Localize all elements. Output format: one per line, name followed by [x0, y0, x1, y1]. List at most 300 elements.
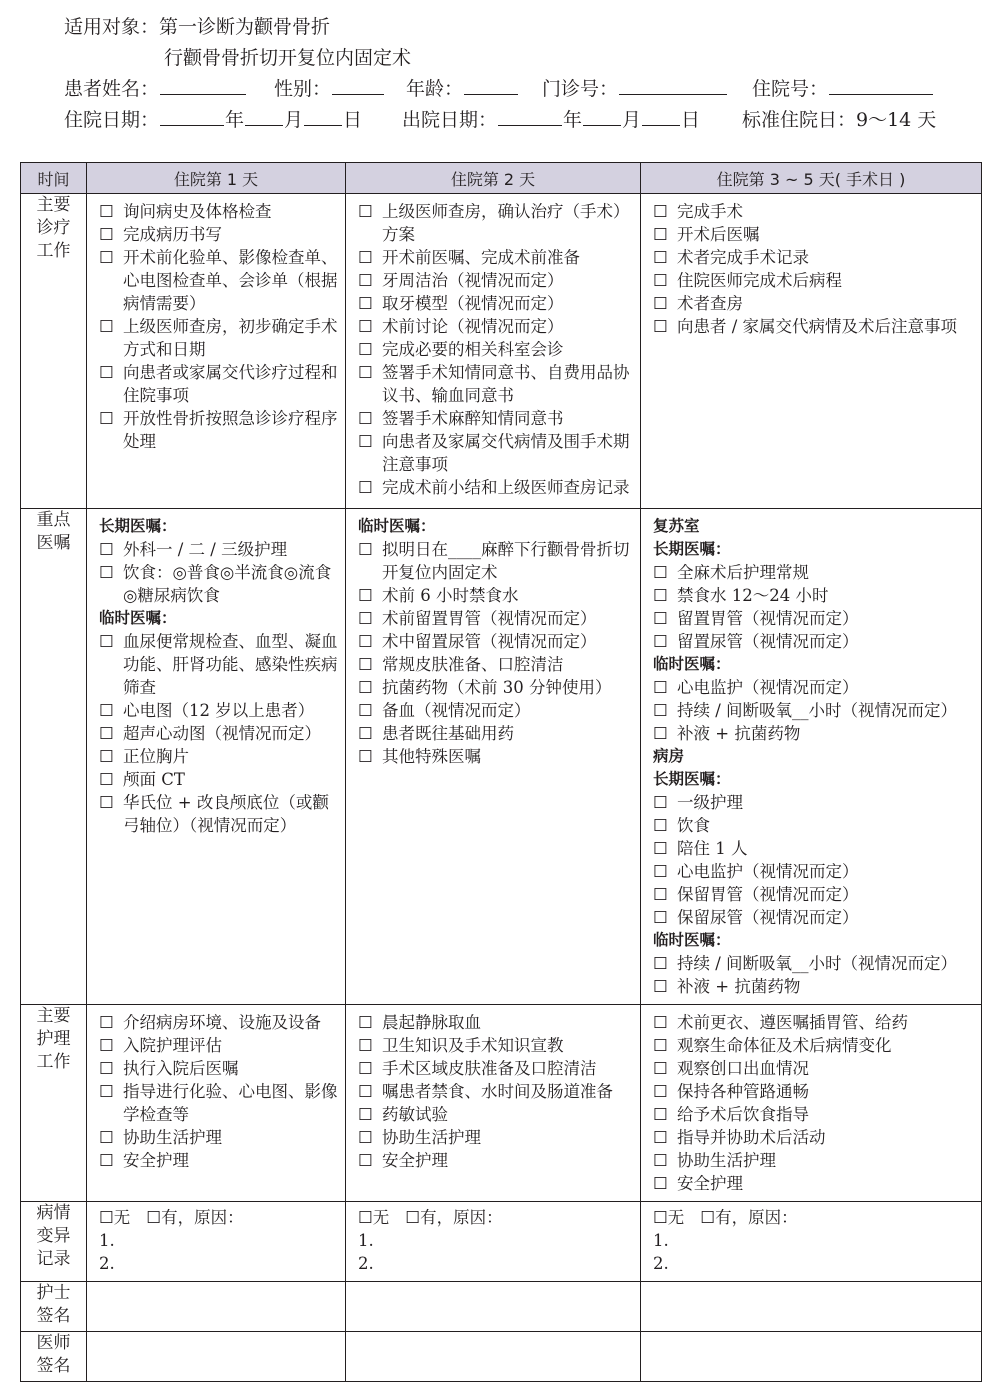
header-day-1: 住院第 1 天	[87, 163, 346, 194]
order-subheading: 长期医嘱：	[99, 517, 177, 535]
checklist-item	[358, 269, 636, 292]
checklist-item-text: 外科一 / 二 / 三级护理	[123, 540, 288, 559]
cell-content	[641, 1005, 981, 1201]
checklist-item	[653, 1080, 977, 1103]
checklist-item	[358, 607, 636, 630]
clinical-pathway-table	[20, 162, 982, 1382]
row-header-line: 主要	[36, 1006, 71, 1026]
checklist-item	[653, 722, 977, 745]
checklist-item-text: 开术前医嘱、完成术前准备	[382, 248, 580, 267]
checklist-item-text: 其他特殊医嘱	[382, 747, 481, 766]
checklist-item-text: 入院护理评估	[123, 1036, 222, 1055]
checkbox-icon[interactable]: ☐	[358, 724, 373, 743]
checkbox-icon[interactable]: ☐	[358, 478, 373, 497]
checkbox-icon[interactable]: ☐	[358, 294, 373, 313]
month-label: 月	[622, 109, 642, 131]
checklist-item-text: 术中留置尿管（视情况而定）	[382, 632, 597, 651]
checkbox-icon[interactable]: ☐	[358, 432, 373, 451]
checkbox-icon[interactable]: ☐	[99, 1128, 114, 1147]
checkbox-icon[interactable]: ☐	[99, 1208, 114, 1227]
checklist-item	[358, 1057, 636, 1080]
checklist-item-text: 询问病史及体格检查	[123, 202, 272, 221]
checkbox-icon[interactable]: ☐	[358, 609, 373, 628]
checklist-item-text: 向患者或家属交代诊疗过程和住院事项	[123, 363, 338, 405]
checklist-item	[653, 699, 977, 722]
gender-input[interactable]	[332, 74, 384, 95]
checkbox-icon[interactable]: ☐	[99, 1082, 114, 1101]
discharge-month-input[interactable]	[583, 105, 621, 126]
checklist-item-text: 药敏试验	[382, 1105, 448, 1124]
checklist-item	[653, 906, 977, 929]
checklist-item	[358, 745, 636, 768]
checklist-item	[653, 1126, 977, 1149]
cell-content	[346, 1005, 640, 1178]
cell-day-2	[346, 1005, 641, 1202]
discharge-day-input[interactable]	[642, 105, 680, 126]
patient-info-row	[64, 74, 994, 105]
row-header-line: 重点	[36, 510, 71, 530]
checklist-item-text: 开术后医嘱	[677, 225, 760, 244]
cell-content	[346, 509, 640, 774]
admit-date-field	[64, 105, 402, 136]
checklist-item-text: 上级医师查房，初步确定手术方式和日期	[123, 317, 338, 359]
checklist-item-text: 完成病历书写	[123, 225, 222, 244]
gender-label: 性别：	[274, 78, 332, 100]
checklist-item	[358, 584, 636, 607]
order-subheading: 病房	[653, 747, 685, 765]
checkbox-icon[interactable]: ☐	[358, 1036, 373, 1055]
checkbox-icon[interactable]: ☐	[99, 770, 114, 789]
checklist-item	[358, 292, 636, 315]
inpatient-no-input[interactable]	[829, 74, 933, 95]
checklist-item-text: 介绍病房环境、设施及设备	[123, 1013, 321, 1032]
checklist-item	[653, 1149, 977, 1172]
checklist-item-text: 超声心动图（视情况而定）	[123, 724, 321, 743]
inpatient-no-field	[752, 74, 934, 105]
checklist-item	[653, 246, 977, 269]
row-header-line: 医师	[36, 1333, 71, 1353]
checkbox-icon[interactable]: ☐	[99, 724, 114, 743]
checkbox-icon[interactable]: ☐	[358, 340, 373, 359]
checklist-item-text: 给予术后饮食指导	[677, 1105, 809, 1124]
row-header	[21, 1202, 87, 1282]
checklist-item	[653, 860, 977, 883]
checklist-item-text: 抗菌药物（术前 30 分钟使用）	[382, 678, 612, 697]
checkbox-icon[interactable]: ☐	[358, 317, 373, 336]
row-header	[21, 509, 87, 1005]
cell-day-3-5	[641, 1005, 982, 1202]
row-header-line: 医嘱	[36, 533, 71, 553]
checkbox-icon[interactable]: ☐	[358, 1013, 373, 1032]
patient-name-input[interactable]	[160, 74, 246, 95]
checkbox-icon[interactable]: ☐	[358, 632, 373, 651]
checklist-item-text: 术前留置胃管（视情况而定）	[382, 609, 597, 628]
checkbox-icon[interactable]: ☐	[653, 1013, 668, 1032]
checklist-item-text: 手术区域皮肤准备及口腔清洁	[382, 1059, 597, 1078]
target-label: 适用对象：	[64, 16, 160, 38]
checkbox-icon[interactable]: ☐	[653, 885, 668, 904]
checklist-item	[653, 1057, 977, 1080]
checkbox-icon[interactable]: ☐	[358, 586, 373, 605]
admit-month-input[interactable]	[245, 105, 283, 126]
checklist-item	[358, 246, 636, 269]
checkbox-icon[interactable]: ☐	[653, 1105, 668, 1124]
variance-options	[653, 1206, 977, 1229]
checkbox-icon[interactable]: ☐	[653, 1082, 668, 1101]
discharge-date-field	[402, 105, 742, 136]
checklist-item	[99, 745, 341, 768]
checkbox-icon[interactable]: ☐	[99, 248, 114, 267]
checklist-item	[358, 1011, 636, 1034]
row-header-line: 签名	[36, 1356, 71, 1376]
checkbox-icon[interactable]: ☐	[358, 1059, 373, 1078]
discharge-year-input[interactable]	[498, 105, 562, 126]
checklist-item	[99, 791, 341, 837]
age-field	[406, 74, 542, 105]
row-header-line: 主要	[36, 195, 71, 215]
checkbox-icon[interactable]: ☐	[99, 1013, 114, 1032]
checkbox-icon[interactable]: ☐	[358, 202, 373, 221]
order-subheading: 长期医嘱：	[653, 770, 731, 788]
variance-reason-1[interactable]: 1.	[358, 1231, 374, 1250]
checklist-item-text: 观察创口出血情况	[677, 1059, 809, 1078]
checklist-item	[358, 1034, 636, 1057]
main-treatment-row	[21, 194, 982, 509]
checklist-item-text: 饮食	[677, 816, 710, 835]
checkbox-icon[interactable]: ☐	[653, 1036, 668, 1055]
checklist-item-text: 颅面 CT	[123, 770, 185, 789]
year-label: 年	[225, 109, 245, 131]
cell-day-1	[87, 1005, 346, 1202]
checklist-item	[358, 200, 636, 246]
checkbox-icon[interactable]: ☐	[653, 609, 668, 628]
order-subheading: 临时医嘱：	[653, 655, 731, 673]
target-line-2	[64, 43, 994, 74]
checklist-item	[358, 538, 636, 584]
month-label: 月	[284, 109, 304, 131]
checklist-item	[653, 1011, 977, 1034]
doctor-signature-cell-day-1[interactable]	[87, 1332, 346, 1382]
variance-yes-label: 有，原因：	[715, 1208, 798, 1227]
checkbox-icon[interactable]: ☐	[358, 1151, 373, 1170]
checkbox-icon[interactable]: ☐	[358, 678, 373, 697]
checkbox-icon[interactable]: ☐	[358, 747, 373, 766]
dates-row	[64, 105, 994, 136]
checkbox-icon[interactable]: ☐	[99, 563, 114, 582]
admit-year-input[interactable]	[160, 105, 224, 126]
cell-day-1	[87, 194, 346, 509]
gender-field	[274, 74, 406, 105]
variance-options	[99, 1206, 341, 1229]
nurse-signature-cell-day-2[interactable]	[346, 1282, 641, 1332]
row-header-line: 签名	[36, 1306, 71, 1326]
checkbox-icon[interactable]: ☐	[653, 724, 668, 743]
checklist-item	[653, 269, 977, 292]
checklist-item	[99, 1149, 341, 1172]
checkbox-icon[interactable]: ☐	[99, 701, 114, 720]
checkbox-icon[interactable]: ☐	[358, 540, 373, 559]
checkbox-icon[interactable]: ☐	[653, 271, 668, 290]
procedure: 行颧骨骨折切开复位内固定术	[164, 47, 412, 69]
checklist-item-text: 指导并协助术后活动	[677, 1128, 826, 1147]
checklist-item	[99, 407, 341, 453]
checklist-item	[358, 722, 636, 745]
checkbox-icon[interactable]: ☐	[358, 409, 373, 428]
checklist-item	[653, 292, 977, 315]
checklist-item-text: 留置尿管（视情况而定）	[677, 632, 859, 651]
checklist-item-text: 保留胃管（视情况而定）	[677, 885, 859, 904]
checklist-item-text: 华氏位 + 改良颅底位（或颧弓轴位）（视情况而定）	[123, 793, 329, 835]
checklist-item	[653, 676, 977, 699]
checkbox-icon[interactable]: ☐	[99, 1059, 114, 1078]
checkbox-icon[interactable]: ☐	[99, 747, 114, 766]
checkbox-icon[interactable]: ☐	[653, 839, 668, 858]
checklist-item	[358, 699, 636, 722]
page-header	[64, 12, 994, 136]
header-time: 时间	[21, 163, 87, 194]
row-header-line: 诊疗	[36, 218, 71, 238]
checkbox-icon[interactable]: ☐	[99, 1036, 114, 1055]
checklist-item-text: 执行入院后医嘱	[123, 1059, 239, 1078]
year-label: 年	[563, 109, 583, 131]
checklist-item-text: 协助生活护理	[123, 1128, 222, 1147]
checklist-item-text: 术前讨论（视情况而定）	[382, 317, 564, 336]
table-body	[21, 194, 982, 1382]
checkbox-icon[interactable]: ☐	[653, 1151, 668, 1170]
checklist-item-text: 指导进行化验、心电图、影像学检查等	[123, 1082, 338, 1124]
checklist-item	[99, 200, 341, 223]
checklist-item	[358, 1080, 636, 1103]
order-subheading: 临时医嘱：	[358, 517, 436, 535]
checklist-item	[358, 361, 636, 407]
checkbox-icon[interactable]: ☐	[358, 701, 373, 720]
variance-none-label: 无	[113, 1208, 131, 1227]
checkbox-icon[interactable]: ☐	[99, 1151, 114, 1170]
checklist-item-text: 陪住 1 人	[677, 839, 748, 858]
checklist-item-text: 保持各种管路通畅	[677, 1082, 809, 1101]
checkbox-icon[interactable]: ☐	[653, 294, 668, 313]
row-header-line: 工作	[36, 241, 71, 261]
cell-day-3-5	[641, 194, 982, 509]
checkbox-icon[interactable]: ☐	[358, 1128, 373, 1147]
doctor-signature-cell-day-3-5[interactable]	[641, 1332, 982, 1382]
checkbox-icon[interactable]: ☐	[358, 248, 373, 267]
checklist-item	[358, 1103, 636, 1126]
variance-record-row	[21, 1202, 982, 1282]
checklist-item-text: 心电图（12 岁以上患者）	[123, 701, 315, 720]
variance-reason-2[interactable]: 2.	[653, 1254, 669, 1273]
checkbox-icon[interactable]: ☐	[358, 271, 373, 290]
checklist-item-text: 保留尿管（视情况而定）	[677, 908, 859, 927]
checklist-item	[99, 315, 341, 361]
checklist-item	[653, 814, 977, 837]
checkbox-icon[interactable]: ☐	[653, 586, 668, 605]
row-header-line: 护理	[36, 1029, 71, 1049]
cell-content	[346, 194, 640, 505]
checklist-item	[358, 476, 636, 499]
checklist-item	[653, 883, 977, 906]
checklist-item	[653, 1172, 977, 1195]
variance-reason-2[interactable]: 2.	[99, 1254, 115, 1273]
variance-reason-1[interactable]: 1.	[99, 1231, 115, 1250]
checklist-item-text: 开术前化验单、影像检查单、心电图检查单、会诊单（根据病情需要）	[123, 248, 338, 313]
patient-name-label: 患者姓名：	[64, 78, 160, 100]
checklist-item-text: 心电监护（视情况而定）	[677, 678, 859, 697]
checklist-item-text: 备血（视情况而定）	[382, 701, 531, 720]
checkbox-icon[interactable]: ☐	[99, 363, 114, 382]
checkbox-icon[interactable]: ☐	[653, 908, 668, 927]
checklist-item	[99, 722, 341, 745]
cell-day-2	[346, 509, 641, 1005]
checklist-item-text: 安全护理	[382, 1151, 448, 1170]
checkbox-icon[interactable]: ☐	[653, 793, 668, 812]
day-label: 日	[343, 109, 363, 131]
checklist-item-text: 协助生活护理	[382, 1128, 481, 1147]
variance-reason-2[interactable]: 2.	[358, 1254, 374, 1273]
cell-content	[641, 1202, 981, 1281]
variance-reason-1[interactable]: 1.	[653, 1231, 669, 1250]
checklist-item-text: 观察生命体征及术后病情变化	[677, 1036, 892, 1055]
checkbox-icon[interactable]: ☐	[653, 317, 668, 336]
checklist-item-text: 上级医师查房，确认治疗（手术）方案	[382, 202, 630, 244]
checklist-item-text: 饮食：◎普食◎半流食◎流食◎糖尿病饮食	[123, 563, 332, 605]
checklist-item-text: 安全护理	[123, 1151, 189, 1170]
doctor-signature-row	[21, 1332, 982, 1382]
checkbox-icon[interactable]: ☐	[99, 202, 114, 221]
checklist-item	[99, 699, 341, 722]
clinic-no-input[interactable]	[619, 74, 727, 95]
checklist-item-text: 安全护理	[677, 1174, 743, 1193]
header-day-3-5: 住院第 3 ~ 5 天( 手术日 )	[641, 163, 982, 194]
checkbox-icon[interactable]: ☐	[358, 1208, 373, 1227]
checklist-item	[99, 538, 341, 561]
checkbox-icon[interactable]: ☐	[653, 1208, 668, 1227]
checklist-item-text: 患者既往基础用药	[382, 724, 514, 743]
checkbox-icon[interactable]: ☐	[99, 540, 114, 559]
doctor-signature-cell-day-2[interactable]	[346, 1332, 641, 1382]
checklist-item	[99, 1011, 341, 1034]
nurse-signature-cell-day-3-5[interactable]	[641, 1282, 982, 1332]
cell-content	[87, 1005, 345, 1178]
checklist-item-text: 持续 / 间断吸氧__小时（视情况而定）	[677, 954, 958, 973]
admit-day-input[interactable]	[304, 105, 342, 126]
checkbox-icon[interactable]: ☐	[653, 563, 668, 582]
checkbox-icon[interactable]: ☐	[653, 1059, 668, 1078]
admit-date-label: 住院日期：	[64, 109, 160, 131]
checklist-item	[99, 246, 341, 315]
checklist-item-text: 留置胃管（视情况而定）	[677, 609, 859, 628]
row-header	[21, 1005, 87, 1202]
checklist-item-text: 取牙模型（视情况而定）	[382, 294, 564, 313]
checklist-item-text: 牙周洁治（视情况而定）	[382, 271, 564, 290]
checklist-item	[653, 837, 977, 860]
age-input[interactable]	[464, 74, 518, 95]
first-diagnosis: 第一诊断为颧骨骨折	[159, 16, 331, 38]
checklist-item	[653, 1034, 977, 1057]
checkbox-icon[interactable]: ☐	[653, 632, 668, 651]
variance-cell-day-3-5	[641, 1202, 982, 1282]
cell-day-3-5	[641, 509, 982, 1005]
checkbox-icon[interactable]: ☐	[653, 248, 668, 267]
checklist-item	[653, 223, 977, 246]
checklist-item-text: 住院医师完成术后病程	[677, 271, 842, 290]
nurse-signature-cell-day-1[interactable]	[87, 1282, 346, 1332]
checklist-item-text: 术者查房	[677, 294, 743, 313]
checklist-item-text: 禁食水 12～24 小时	[677, 586, 829, 605]
main-nursing-row	[21, 1005, 982, 1202]
cell-content	[641, 194, 981, 344]
checklist-item	[358, 338, 636, 361]
variance-none-label: 无	[667, 1208, 685, 1227]
checkbox-icon[interactable]: ☐	[653, 1128, 668, 1147]
row-header-line: 变异	[36, 1226, 71, 1246]
checkbox-icon[interactable]: ☐	[653, 977, 668, 996]
checkbox-icon[interactable]: ☐	[358, 363, 373, 382]
checkbox-icon[interactable]: ☐	[99, 317, 114, 336]
checklist-item	[653, 607, 977, 630]
clinic-no-field	[542, 74, 752, 105]
checkbox-icon[interactable]: ☐	[405, 1208, 421, 1227]
variance-options	[358, 1206, 636, 1229]
cell-content	[641, 509, 981, 1004]
checkbox-icon[interactable]: ☐	[653, 678, 668, 697]
checklist-item-text: 晨起静脉取血	[382, 1013, 481, 1032]
variance-none-label: 无	[372, 1208, 390, 1227]
checkbox-icon[interactable]: ☐	[99, 225, 114, 244]
header-row	[21, 163, 982, 194]
checklist-item-text: 签署手术知情同意书、自费用品协议书、输血同意书	[382, 363, 630, 405]
checklist-item	[653, 630, 977, 653]
checkbox-icon[interactable]: ☐	[653, 701, 668, 720]
checkbox-icon[interactable]: ☐	[653, 816, 668, 835]
clinic-no-label: 门诊号：	[542, 78, 619, 100]
checklist-item	[358, 1149, 636, 1172]
checkbox-icon[interactable]: ☐	[99, 793, 114, 812]
checkbox-icon[interactable]: ☐	[653, 202, 668, 221]
checkbox-icon[interactable]: ☐	[653, 954, 668, 973]
checkbox-icon[interactable]: ☐	[99, 409, 114, 428]
checklist-item	[99, 768, 341, 791]
checkbox-icon[interactable]: ☐	[358, 1105, 373, 1124]
checkbox-icon[interactable]: ☐	[358, 1082, 373, 1101]
checklist-item	[653, 791, 977, 814]
checklist-item	[653, 561, 977, 584]
checklist-item	[653, 975, 977, 998]
checklist-item	[99, 1057, 341, 1080]
row-header-line: 记录	[36, 1249, 71, 1269]
checkbox-icon[interactable]: ☐	[358, 655, 373, 674]
checklist-item	[653, 584, 977, 607]
checkbox-icon[interactable]: ☐	[99, 632, 114, 651]
discharge-date-label: 出院日期：	[402, 109, 498, 131]
checklist-item-text: 全麻术后护理常规	[677, 563, 809, 582]
key-orders-row	[21, 509, 982, 1005]
checkbox-icon[interactable]: ☐	[653, 225, 668, 244]
checkbox-icon[interactable]: ☐	[653, 1174, 668, 1193]
day-label: 日	[681, 109, 701, 131]
checkbox-icon[interactable]: ☐	[146, 1208, 162, 1227]
checkbox-icon[interactable]: ☐	[653, 862, 668, 881]
checkbox-icon[interactable]: ☐	[700, 1208, 716, 1227]
checklist-item	[653, 1103, 977, 1126]
checklist-item-text: 嘱患者禁食、水时间及肠道准备	[382, 1082, 613, 1101]
checklist-item	[653, 952, 977, 975]
checklist-item-text: 向患者及家属交代病情及围手术期注意事项	[382, 432, 630, 474]
checklist-item-text: 心电监护（视情况而定）	[677, 862, 859, 881]
cell-content	[87, 194, 345, 459]
checklist-item-text: 向患者 / 家属交代病情及术后注意事项	[677, 317, 958, 336]
checklist-item-text: 术前更衣、遵医嘱插胃管、给药	[677, 1013, 908, 1032]
